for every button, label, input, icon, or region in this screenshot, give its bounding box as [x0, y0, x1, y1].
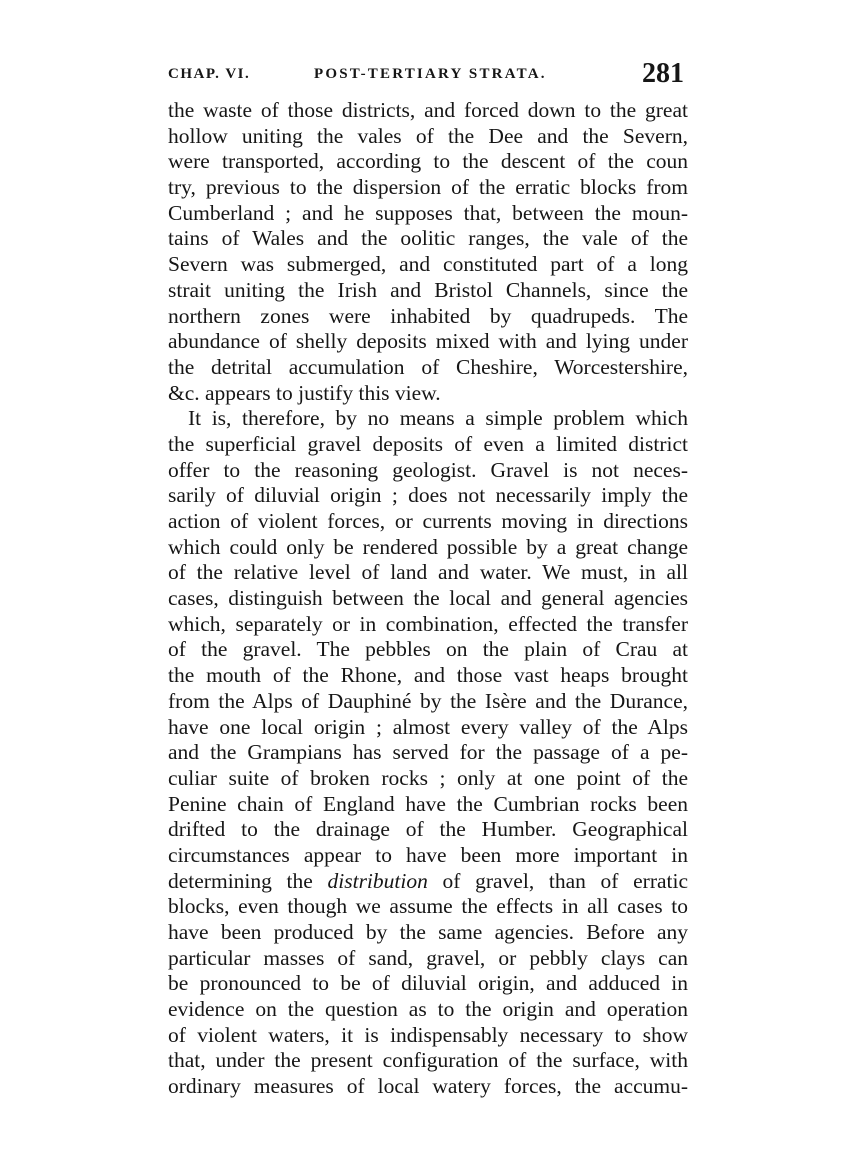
paragraph-end-line: &c. appears to justify this view. — [168, 380, 441, 405]
text-line: tains of Wales and the oolitic ranges, the vale of the — [168, 226, 688, 251]
running-title: POST-TERTIARY STRATA. — [314, 66, 547, 82]
text-line: culiar suite of broken rocks ; only at one point of the — [168, 765, 688, 790]
text-line: Penine chain of England have the Cumbrian rocks been — [168, 791, 688, 816]
chapter-label: CHAP. VI. — [168, 66, 251, 82]
text-line: and the Grampians has served for the passage of a pe- — [168, 740, 688, 765]
italic-word: distribution — [327, 868, 428, 893]
text-line: have been produced by the same agencies. Before any — [168, 920, 688, 944]
text-line: strait uniting the Irish and Bristol Channels, since the — [168, 277, 688, 302]
text-line: the superficial gravel deposits of even a limited district — [168, 431, 688, 456]
text-line: which could only be rendered possible by a great change — [168, 534, 688, 559]
text-line-with-italic — [168, 869, 688, 895]
text-fragment: determining the — [168, 868, 328, 893]
text-line: cases, distinguish between the local and general agencies — [168, 586, 688, 611]
text-line: northern zones were inhabited by quadrupeds. The — [168, 303, 688, 328]
text-line: circumstances appear to have been more important in — [168, 842, 688, 867]
running-head — [168, 56, 688, 96]
text-line: from the Alps of Dauphiné by the Isère and the Durance, — [168, 688, 688, 713]
text-line: hollow uniting the vales of the Dee and the Severn, — [168, 123, 688, 148]
text-line: try, previous to the dispersion of the erratic blocks from — [168, 175, 688, 200]
text-line: blocks, even though we assume the effects in all cases to — [168, 894, 688, 919]
text-line: the detrital accumulation of Cheshire, Worcestershire, — [168, 354, 688, 379]
text-line: of violent waters, it is indispensably necessary to show — [168, 1022, 688, 1047]
text-line: sarily of diluvial origin ; does not necessarily imply the — [168, 483, 688, 508]
text-line: the waste of those districts, and forced down to the great — [168, 98, 688, 122]
text-fragment: of gravel, than of erratic — [427, 868, 689, 893]
text-line: of the relative level of land and water. We must, in all — [168, 560, 688, 585]
text-line: Severn was submerged, and constituted part of a long — [168, 252, 688, 277]
text-line: abundance of shelly deposits mixed with and lying under — [168, 329, 688, 354]
text-line: of the gravel. The pebbles on the plain of Crau at — [168, 637, 688, 662]
text-line: which, separately or in combination, effected the transfer — [168, 611, 688, 636]
text-line: particular masses of sand, gravel, or pebbly clays can — [168, 945, 688, 970]
page-number: 281 — [642, 58, 684, 89]
text-line: that, under the present configuration of the surface, with — [168, 1048, 688, 1073]
text-line: evidence on the question as to the origin and operation — [168, 997, 688, 1022]
text-line: were transported, according to the descent of the coun — [168, 149, 688, 174]
text-line: offer to the reasoning geologist. Gravel is not neces- — [168, 457, 688, 482]
text-line: be pronounced to be of diluvial origin, and adduced in — [168, 971, 688, 996]
text-line: drifted to the drainage of the Humber. Geographical — [168, 817, 688, 842]
text-line: Cumberland ; and he supposes that, between the moun- — [168, 200, 688, 225]
text-line: the mouth of the Rhone, and those vast heaps brought — [168, 663, 688, 688]
text-line: action of violent forces, or currents moving in directions — [168, 509, 688, 533]
paragraph-start-line: It is, therefore, by no means a simple problem which — [188, 406, 688, 431]
body-text — [168, 98, 688, 1100]
text-line: have one local origin ; almost every valley of the Alps — [168, 714, 688, 739]
text-line: ordinary measures of local watery forces, the accumu- — [168, 1074, 688, 1099]
